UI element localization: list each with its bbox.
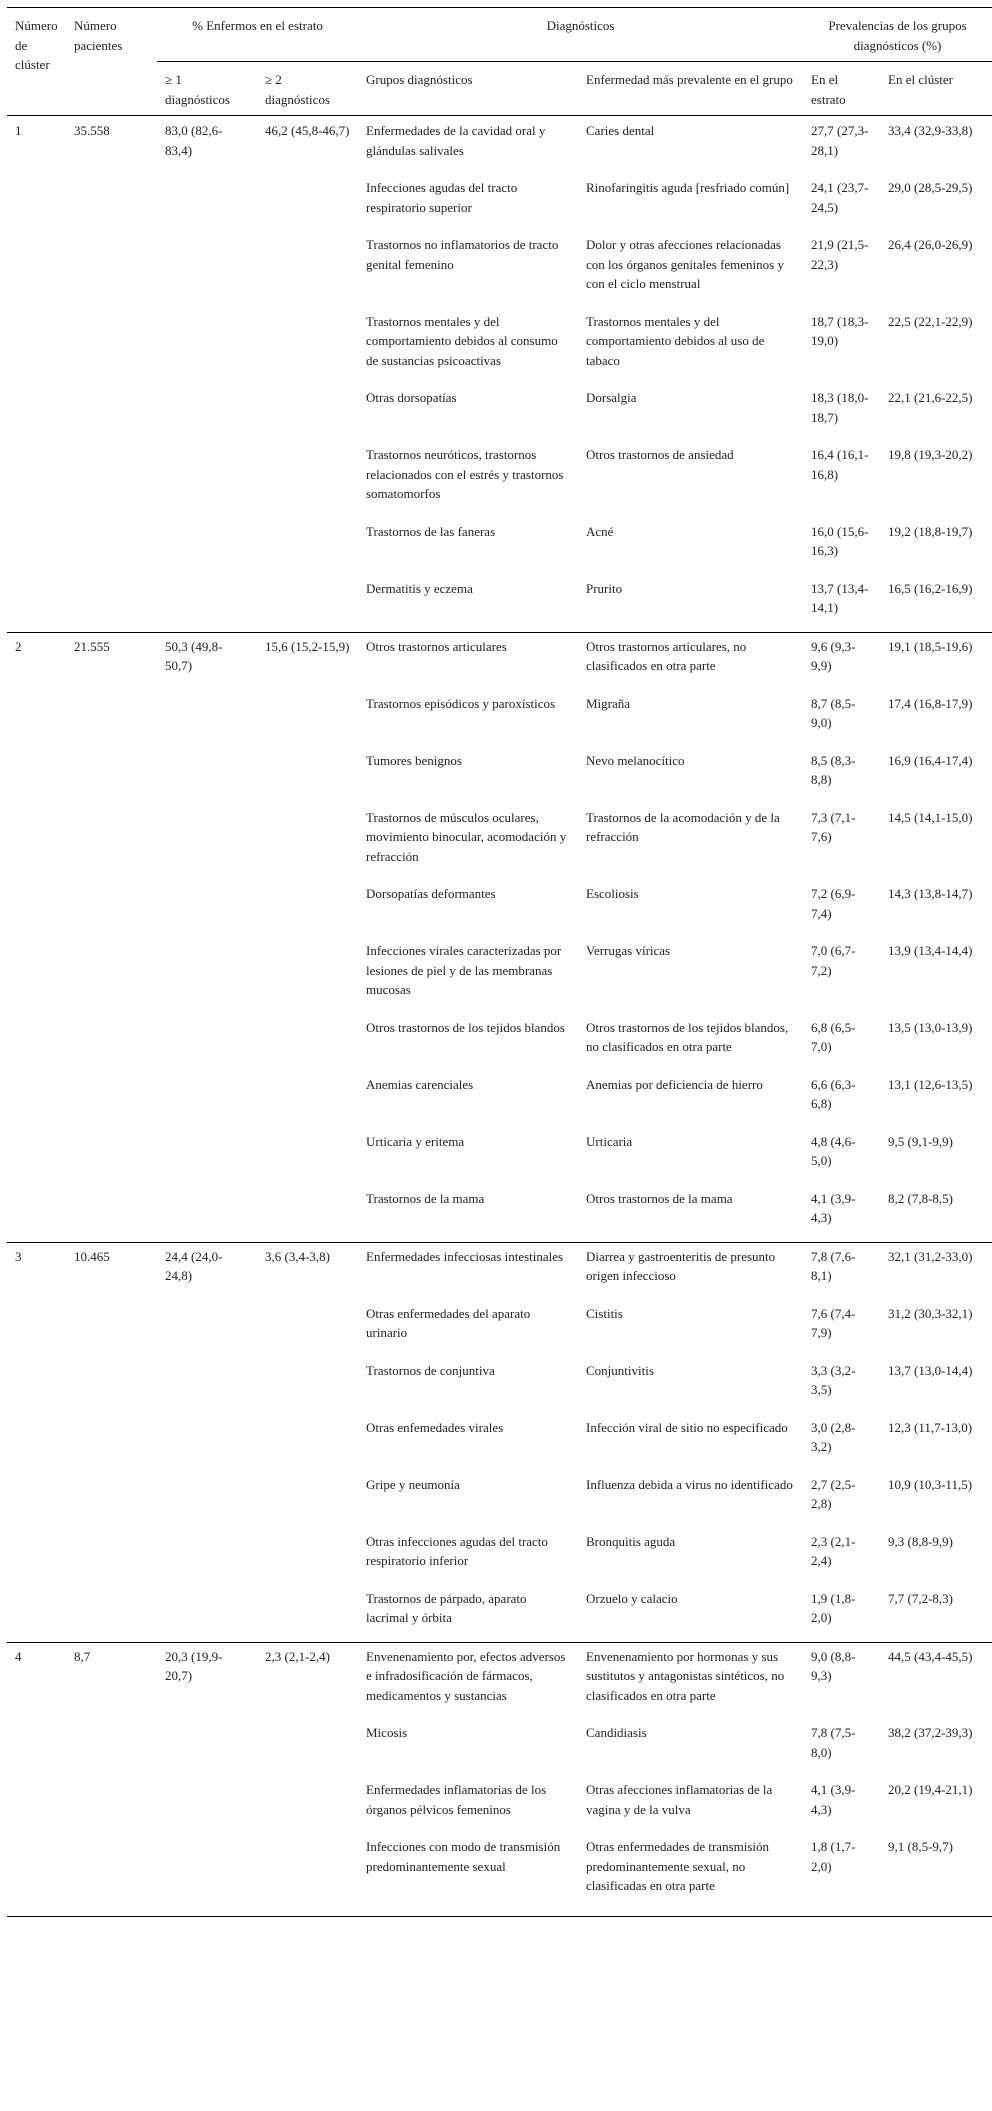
table-row [7,1128,992,1185]
cell-disease: Envenenamiento por hormonas y sus sustitutos y antagonistas sintéticos, no clasificados en otra parte [586,1648,785,1703]
cell-group: Dorsopatías deformantes [366,886,496,901]
cell-ge1 [157,1185,257,1243]
cell-stratum: 7,6 (7,4-7,9) [811,1305,856,1340]
cell-cluster [7,1471,66,1528]
table-row [7,575,992,633]
cell-cluster [7,1776,66,1833]
cell-disease: Candidiasis [586,1725,647,1740]
cell-stratum: 8,5 (8,3-8,8) [811,752,856,787]
cell-disease: Migraña [586,695,631,711]
table-row [7,174,992,231]
cell-disease: Acné [586,523,614,539]
table-row [7,1014,992,1071]
cell-ge1 [157,937,257,1014]
cell-ge2 [257,1719,358,1776]
table-row [7,116,992,175]
cell-disease: Trastornos mentales y del comportamiento debidos al uso de tabaco [586,313,765,368]
cell-cluster-prevalence: 14,5 (14,1-15,0) [888,809,973,825]
cell-cluster-prevalence: 26,4 (26,0-26,9) [888,237,973,252]
cell-cluster [7,690,66,747]
cell-ge2 [257,1585,358,1643]
cell-group: Trastornos neuróticos, trastornos relacionados con el estrés y trastornos somatomorfos [366,447,564,501]
cell-patients [66,308,157,385]
cell-cluster-prevalence: 33,4 (32,9-33,8) [888,123,973,138]
cell-group: Enfermedades infecciosas intestinales [366,1248,564,1264]
cell-cluster-prevalence: 22,1 (21,6-22,5) [888,390,973,405]
cell-ge2 [257,174,358,231]
cell-stratum: 9,0 (8,8-9,3) [811,1648,856,1683]
cell-patients [66,880,157,937]
cell-cluster [7,518,66,575]
cell-ge2 [257,575,358,633]
cell-ge1 [157,231,257,308]
table-row [7,1719,992,1776]
cell-ge1 [157,1300,257,1357]
table-row [7,1071,992,1128]
cell-ge2 [257,690,358,747]
cell-disease: Diarrea y gastroenteritis de presunto origen infeccioso [586,1248,776,1283]
table-row [7,1471,992,1528]
cell-cluster [7,747,66,804]
cell-ge2 [257,1528,358,1585]
cell-stratum: 4,8 (4,6-5,0) [811,1133,856,1168]
cell-stratum: 7,8 (7,5-8,0) [811,1725,856,1760]
cell-ge1 [157,384,257,441]
cell-group: Trastornos de conjuntiva [366,1362,495,1378]
cell-ge2 [257,308,358,385]
cell-stratum: 7,3 (7,1-7,6) [811,809,856,844]
cell-ge1 [157,308,257,385]
cell-cluster-prevalence: 19,8 (19,3-20,2) [888,447,973,462]
cell-cluster: 1 [15,123,22,138]
cell-patients [66,1185,157,1243]
cell-stratum: 1,8 (1,7-2,0) [803,1833,880,1916]
cell-cluster [7,1528,66,1585]
cell-disease: Otros trastornos articulares, no clasificados en otra parte [586,638,747,673]
cell-cluster [7,441,66,518]
table-body [7,116,992,1917]
header-top-disease: Enfermedad más prevalente en el grupo [578,62,803,116]
table-row [7,441,992,518]
cell-group: Otras enfemedades virales [366,1419,504,1435]
cell-ge1 [157,518,257,575]
cell-ge2 [257,804,358,881]
cell-cluster-prevalence: 12,3 (11,7-13,0) [888,1419,973,1435]
cell-disease: Otros trastornos de la mama [578,1185,803,1243]
cell-group: Enfermedades de la cavidad oral y glándulas salivales [366,123,546,158]
cell-cluster [7,1414,66,1471]
cell-ge2: 15,6 (15,2-15,9) [265,638,350,654]
cell-patients [66,1585,157,1643]
cell-patients [66,1414,157,1471]
cell-ge2 [257,1185,358,1243]
cell-ge1 [157,1414,257,1471]
cell-group: Otras dorsopatías [366,390,457,405]
cell-cluster-prevalence: 10,9 (10,3-11,5) [888,1476,973,1492]
cell-patients: 10.465 [74,1248,110,1264]
cell-ge1 [157,1776,257,1833]
cell-ge2 [257,1014,358,1071]
cell-group: Trastornos de músculos oculares, movimiento binocular, acomodación y refracción [366,809,567,864]
cell-patients [66,1833,157,1916]
cell-disease: Prurito [578,575,803,633]
cell-stratum: 18,3 (18,0-18,7) [811,390,869,425]
cell-stratum: 21,9 (21,5-22,3) [811,237,869,272]
cell-ge2: 46,2 (45,8-46,7) [265,123,350,138]
cell-disease: Rinofaringitis aguda [resfriado común] [586,180,790,195]
cell-disease: Otros trastornos de los tejidos blandos, no clasificados en otra parte [586,1019,789,1054]
cell-group: Otras enfermedades del aparato urinario [366,1305,531,1340]
cell-ge1: 83,0 (82,6-83,4) [165,123,223,158]
cell-cluster [7,804,66,881]
table-row [7,632,992,690]
cell-disease: Dolor y otras afecciones relacionadas con los órganos genitales femeninos y con el ciclo menstrual [586,237,784,291]
cell-stratum: 16,0 (15,6-16,3) [811,523,869,558]
cell-group: Tumores benignos [366,752,462,768]
table-row [7,1776,992,1833]
cell-stratum: 6,6 (6,3-6,8) [811,1076,856,1111]
table-row [7,804,992,881]
cell-patients [66,518,157,575]
cell-group: Infecciones con modo de transmisión predominantemente sexual [358,1833,578,1916]
cell-cluster [7,575,66,633]
cell-cluster [7,1300,66,1357]
cell-disease: Anemias por deficiencia de hierro [586,1076,763,1092]
table-row [7,1300,992,1357]
cell-cluster [7,1014,66,1071]
cell-cluster-prevalence: 13,5 (13,0-13,9) [888,1019,973,1035]
cell-patients: 8,7 [74,1648,91,1664]
cell-cluster [7,937,66,1014]
cell-cluster-prevalence: 31,2 (30,3-32,1) [888,1305,973,1321]
cell-disease: Influenza debida a virus no identificado [586,1476,793,1492]
header-pct-ill: % Enfermos en el estrato [157,8,358,62]
cell-stratum: 3,3 (3,2-3,5) [811,1362,856,1397]
cell-ge2 [257,231,358,308]
table-row [7,937,992,1014]
header-in-cluster: En el clúster [880,62,992,116]
table-row [7,1242,992,1300]
table-row [7,1585,992,1643]
cell-patients [66,1528,157,1585]
cell-cluster: 3 [15,1248,22,1264]
header-ge2: ≥ 2 diagnósticos [257,62,358,116]
cell-stratum: 3,0 (2,8-3,2) [811,1419,856,1454]
cell-ge1 [157,747,257,804]
table-row [7,747,992,804]
cell-stratum: 6,8 (6,5-7,0) [811,1019,856,1054]
cell-group: Trastornos no inflamatorios de tracto genital femenino [366,237,559,272]
cell-patients [66,1471,157,1528]
cell-patients [66,804,157,881]
cell-ge2 [257,747,358,804]
header-row-1 [7,8,992,62]
cell-cluster-prevalence: 38,2 (37,2-39,3) [888,1725,973,1740]
cell-ge2 [257,1833,358,1916]
cell-cluster [7,231,66,308]
cell-ge1 [157,1471,257,1528]
cell-ge1 [157,441,257,518]
header-prevalence: Prevalencias de los grupos diagnósticos (%) [803,8,992,62]
cell-disease: Dorsalgia [586,390,637,405]
cell-patients [66,937,157,1014]
cell-cluster [7,1185,66,1243]
cell-ge2: 2,3 (2,1-2,4) [265,1648,330,1664]
cell-ge1 [157,575,257,633]
cell-group: Enfermedades inflamatorias de los órganos pélvicos femeninos [366,1782,547,1817]
cell-stratum: 1,9 (1,8-2,0) [803,1585,880,1643]
cell-cluster [7,174,66,231]
cell-cluster-prevalence: 29,0 (28,5-29,5) [888,180,973,195]
cell-patients: 21.555 [74,638,110,654]
cell-stratum: 4,1 (3,9-4,3) [811,1782,856,1817]
cell-cluster [7,1128,66,1185]
header-cluster-number: Número de clúster [7,8,66,116]
cell-ge1 [157,1833,257,1916]
cell-patients [66,1071,157,1128]
cell-group: Otros trastornos articulares [366,638,507,654]
cell-patients [66,384,157,441]
cell-cluster-prevalence: 17,4 (16,8-17,9) [888,695,973,711]
cell-group: Infecciones agudas del tracto respiratorio superior [366,180,518,215]
cell-stratum: 4,1 (3,9-4,3) [803,1185,880,1243]
cell-group: Anemias carenciales [366,1076,474,1092]
cell-cluster-prevalence: 8,2 (7,8-8,5) [880,1185,992,1243]
cell-disease: Conjuntivitis [586,1362,654,1378]
cell-disease: Caries dental [586,123,655,138]
cell-disease: Escoliosis [586,886,639,901]
cell-cluster [7,1357,66,1414]
table-row [7,384,992,441]
cell-disease: Trastornos de la acomodación y de la refracción [586,809,780,844]
table-row [7,880,992,937]
cell-ge2 [257,937,358,1014]
cell-patients [66,1776,157,1833]
cell-ge1 [157,1585,257,1643]
cell-patients [66,1300,157,1357]
cell-group: Trastornos de la mama [358,1185,578,1243]
cell-ge2 [257,880,358,937]
cell-ge1: 24,4 (24,0-24,8) [165,1248,223,1283]
cell-patients [66,1128,157,1185]
cell-stratum: 9,6 (9,3-9,9) [811,638,856,673]
header-in-stratum: En el estrato [803,62,880,116]
cell-cluster-prevalence: 16,5 (16,2-16,9) [880,575,992,633]
cell-disease: Otros trastornos de ansiedad [586,447,734,462]
cell-ge2 [257,1128,358,1185]
cell-cluster: 4 [15,1648,22,1664]
cell-ge1 [157,1128,257,1185]
table-row [7,1833,992,1916]
cell-patients [66,690,157,747]
cell-cluster [7,880,66,937]
cell-patients [66,575,157,633]
cell-group: Otros trastornos de los tejidos blandos [366,1019,565,1035]
table-row [7,1642,992,1719]
cell-disease: Otras enfermedades de transmisión predominantemente sexual, no clasificadas en otra parte [578,1833,803,1916]
cell-group: Trastornos episódicos y paroxísticos [366,695,556,711]
cell-group: Trastornos de las faneras [366,523,496,539]
cell-ge2 [257,1471,358,1528]
cell-disease: Bronquitis aguda [586,1533,676,1549]
header-ge1: ≥ 1 diagnósticos [157,62,257,116]
cell-cluster-prevalence: 9,1 (8,5-9,7) [880,1833,992,1916]
table-row [7,1185,992,1243]
cell-group: Trastornos de párpado, aparato lacrimal y órbita [358,1585,578,1643]
table-row [7,231,992,308]
cell-stratum: 7,0 (6,7-7,2) [811,943,856,978]
cell-stratum: 2,7 (2,5-2,8) [811,1476,856,1511]
cell-patients: 35.558 [74,123,110,138]
cell-disease: Infección viral de sitio no especificado [586,1419,788,1435]
cell-group: Envenenamiento por, efectos adversos e infradosificación de fármacos, medicamentos y sustancias [366,1648,566,1703]
cell-ge2 [257,384,358,441]
cell-cluster-prevalence: 13,7 (13,0-14,4) [888,1362,973,1378]
cell-cluster [7,1585,66,1643]
cell-ge1 [157,1528,257,1585]
header-patients: Número pacientes [66,8,157,116]
table-row [7,1357,992,1414]
cell-cluster-prevalence: 22,5 (22,1-22,9) [888,313,973,329]
cell-disease: Urticaria [586,1133,633,1149]
cell-ge2: 3,6 (3,4-3,8) [265,1248,330,1264]
cell-cluster-prevalence: 13,9 (13,4-14,4) [888,943,973,958]
cell-ge2 [257,441,358,518]
cell-stratum: 16,4 (16,1-16,8) [811,447,869,482]
cell-patients [66,231,157,308]
cell-group: Micosis [366,1725,408,1740]
cell-ge1: 50,3 (49,8-50,7) [165,638,223,673]
cell-group: Urticaria y eritema [366,1133,465,1149]
cell-ge1 [157,690,257,747]
cell-stratum: 8,7 (8,5-9,0) [811,695,856,730]
cell-disease: Verrugas víricas [586,943,671,958]
cell-cluster-prevalence: 16,9 (16,4-17,4) [888,752,973,768]
cell-cluster: 2 [15,638,22,654]
header-diagnoses: Diagnósticos [358,8,803,62]
cell-ge2 [257,1776,358,1833]
cell-ge1 [157,1357,257,1414]
cell-cluster-prevalence: 19,1 (18,5-19,6) [888,638,973,654]
cell-group: Infecciones virales caracterizadas por lesiones de piel y de las membranas mucosas [366,943,562,997]
cell-cluster-prevalence: 7,7 (7,2-8,3) [880,1585,992,1643]
cell-disease: Orzuelo y calacio [578,1585,803,1643]
cell-stratum: 27,7 (27,3-28,1) [811,123,869,158]
table-row [7,518,992,575]
cell-ge2 [257,1300,358,1357]
cell-ge1 [157,1071,257,1128]
cell-cluster [7,384,66,441]
cell-cluster [7,1071,66,1128]
table-row [7,1528,992,1585]
cell-stratum: 2,3 (2,1-2,4) [811,1533,856,1568]
cell-cluster-prevalence: 32,1 (31,2-33,0) [888,1248,973,1264]
table-row [7,690,992,747]
cell-patients [66,1014,157,1071]
cell-cluster-prevalence: 20,2 (19,4-21,1) [888,1782,973,1797]
table-row [7,308,992,385]
cell-ge2 [257,518,358,575]
cell-stratum: 24,1 (23,7-24,5) [811,180,869,215]
cell-cluster-prevalence: 19,2 (18,8-19,7) [888,523,973,539]
cell-cluster-prevalence: 9,3 (8,8-9,9) [888,1533,954,1549]
cluster-diagnosis-table [7,7,992,1917]
cell-ge1 [157,1014,257,1071]
cell-patients [66,747,157,804]
cell-stratum: 7,2 (6,9-7,4) [811,886,856,921]
cell-stratum: 7,8 (7,6-8,1) [811,1248,856,1283]
cell-patients [66,1357,157,1414]
cell-patients [66,441,157,518]
cell-ge1 [157,804,257,881]
header-groups: Grupos diagnósticos [358,62,578,116]
cell-ge1 [157,880,257,937]
table-row [7,1414,992,1471]
cell-disease: Otras afecciones inflamatorias de la vagina y de la vulva [586,1782,773,1817]
cell-patients [66,1719,157,1776]
cell-ge1 [157,1719,257,1776]
cell-stratum: 18,7 (18,3-19,0) [811,313,869,348]
cell-cluster-prevalence: 14,3 (13,8-14,7) [888,886,973,901]
cell-group: Trastornos mentales y del comportamiento debidos al consumo de sustancias psicoactivas [366,313,558,368]
cell-cluster-prevalence: 44,5 (43,4-45,5) [888,1648,973,1664]
cell-ge2 [257,1071,358,1128]
cell-ge2 [257,1357,358,1414]
cell-stratum: 13,7 (13,4-14,1) [803,575,880,633]
cell-cluster-prevalence: 9,5 (9,1-9,9) [888,1133,954,1149]
cell-group: Gripe y neumonía [366,1476,460,1492]
cell-ge1: 20,3 (19,9-20,7) [165,1648,223,1683]
cell-cluster [7,1719,66,1776]
cell-cluster [7,308,66,385]
cell-patients [66,174,157,231]
cell-cluster-prevalence: 13,1 (12,6-13,5) [888,1076,973,1092]
cell-disease: Cistitis [586,1305,623,1321]
cell-disease: Nevo melanocítico [586,752,685,768]
cell-ge1 [157,174,257,231]
cell-group: Otras infecciones agudas del tracto respiratorio inferior [366,1533,548,1568]
cell-group: Dermatitis y eczema [358,575,578,633]
cell-cluster [7,1833,66,1916]
cell-ge2 [257,1414,358,1471]
